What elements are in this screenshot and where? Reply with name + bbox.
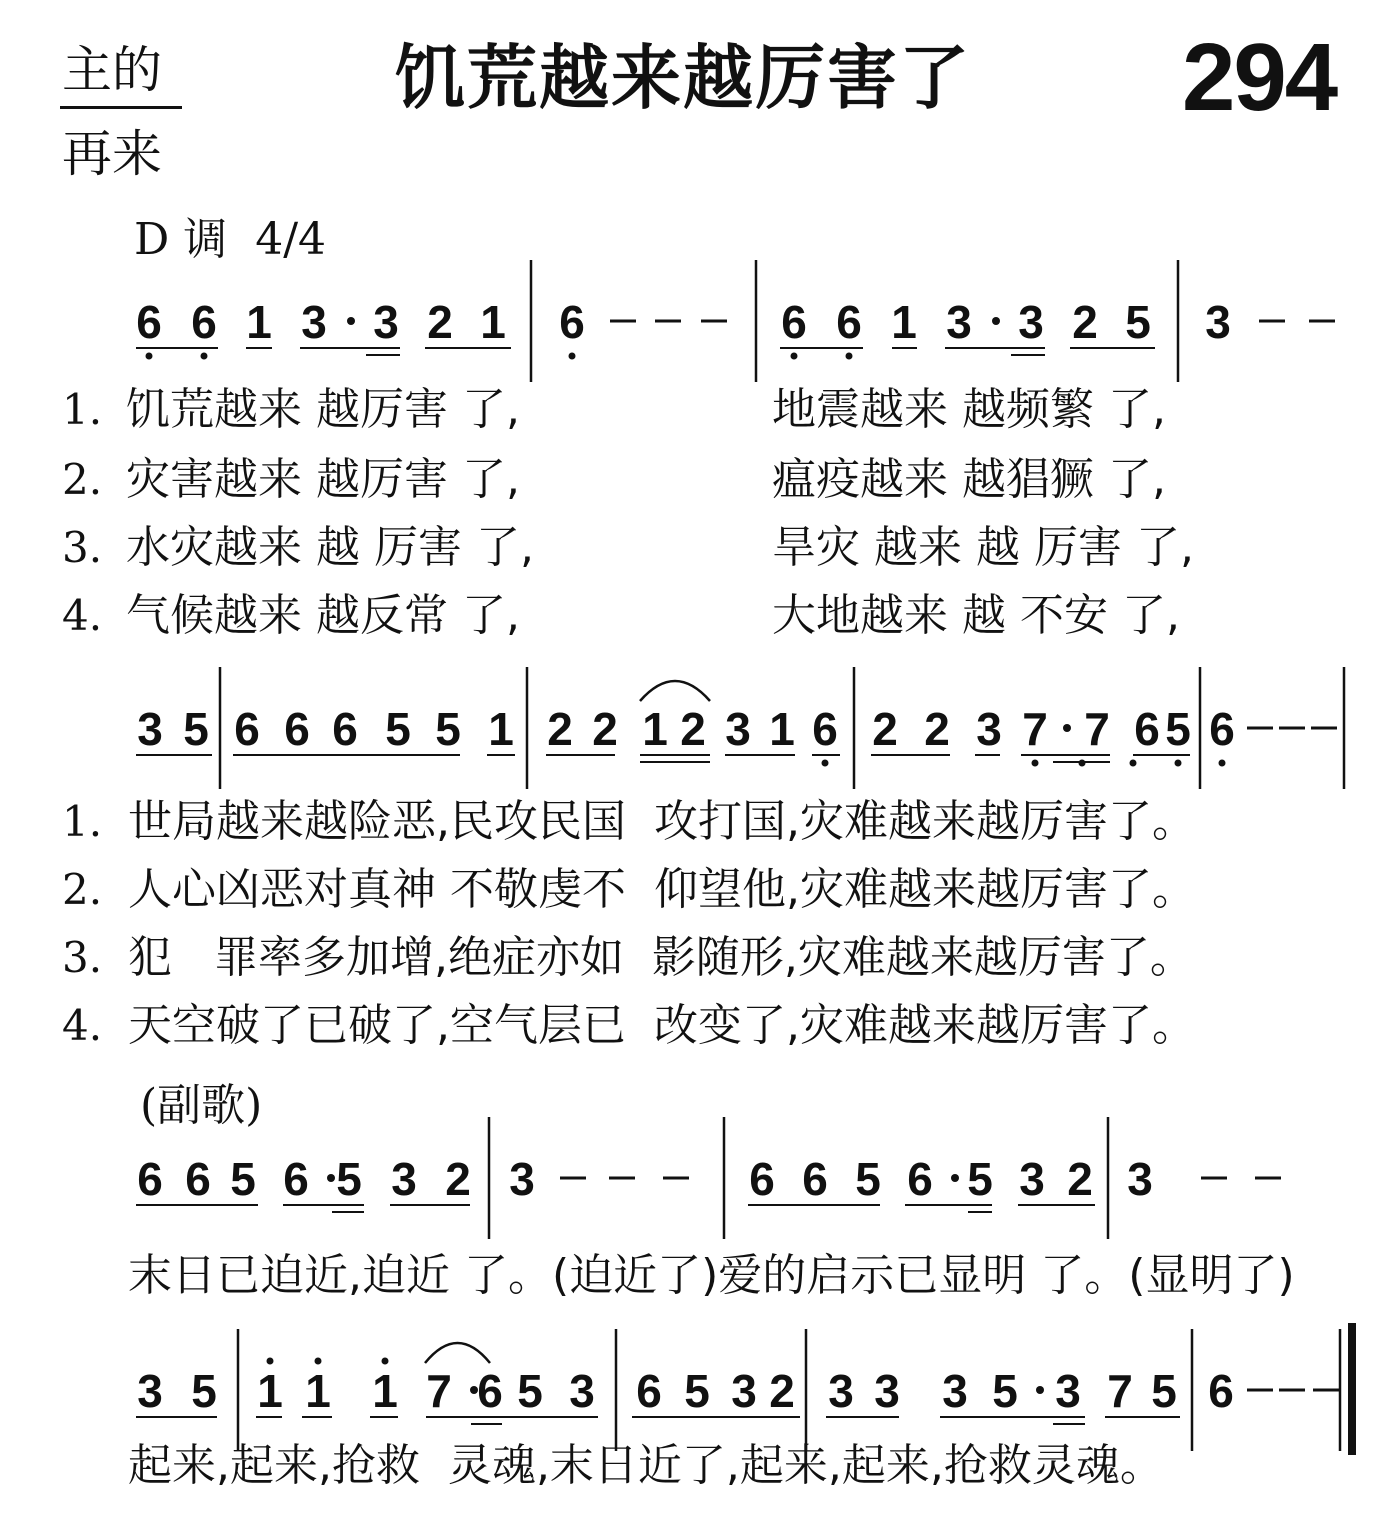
note: 5 — [1151, 1365, 1177, 1417]
note: 5 — [1125, 296, 1151, 348]
verse-number: 3. — [62, 523, 103, 572]
low-octave-dot — [1219, 760, 1226, 767]
note: 6 — [283, 1153, 309, 1205]
note: 6 — [836, 296, 862, 348]
note: 5 — [191, 1365, 217, 1417]
low-octave-dot — [569, 353, 576, 360]
note: 3 — [942, 1365, 968, 1417]
note: 5 — [336, 1153, 362, 1205]
verse-number: 2. — [62, 455, 103, 504]
chorus-lyric-line: 起来,起来,抢救 灵魂,末日近了,起来,起来,抢救灵魂。 — [128, 1440, 1164, 1491]
low-octave-dot — [1032, 760, 1039, 767]
augmentation-dot — [992, 317, 1000, 325]
verse-number: 2. — [62, 865, 103, 914]
low-octave-dot — [1175, 760, 1182, 767]
slur — [425, 1343, 490, 1363]
section-label-bottom: 再来 — [62, 125, 162, 183]
verse-number: 4. — [62, 591, 103, 640]
note: 1 — [488, 703, 514, 755]
key-signature: D 调 4/4 — [134, 214, 327, 265]
note: 2 — [769, 1365, 795, 1417]
note: 1 — [480, 296, 506, 348]
note: 5 — [385, 703, 411, 755]
low-octave-dot — [146, 353, 153, 360]
note: 1 — [257, 1365, 283, 1417]
note: 6 — [137, 1153, 163, 1205]
lyric-line: 气候越来 越反常 了, — [126, 590, 520, 641]
score-line-chorus-a — [136, 1117, 1281, 1239]
augmentation-dot — [327, 1174, 335, 1182]
note: 5 — [855, 1153, 881, 1205]
note: 1 — [769, 703, 795, 755]
note: 3 — [725, 703, 751, 755]
augmentation-dot — [1036, 1386, 1044, 1394]
note: 2 — [1067, 1153, 1093, 1205]
verse-number: 1. — [62, 385, 103, 434]
note: 1 — [305, 1365, 331, 1417]
augmentation-dot — [1063, 724, 1071, 732]
note: 5 — [684, 1365, 710, 1417]
high-octave-dot — [315, 1358, 322, 1365]
note: 5 — [517, 1365, 543, 1417]
chorus-lyric-line: 末日已迫近,迫近 了。(迫近了)爱的启示已显明 了。(显明了) — [128, 1250, 1295, 1301]
note: 7 — [1022, 703, 1048, 755]
note: 3 — [976, 703, 1002, 755]
note: 6 — [802, 1153, 828, 1205]
note: 3 — [509, 1153, 535, 1205]
note: 6 — [636, 1365, 662, 1417]
note: 1 — [642, 703, 668, 755]
note: 7 — [1107, 1365, 1133, 1417]
hymn-number: 294 — [1182, 24, 1337, 131]
note: 2 — [445, 1153, 471, 1205]
note: 3 — [731, 1365, 757, 1417]
lyric-line: 饥荒越来 越厉害 了, — [126, 384, 520, 435]
score-line-verse-a — [136, 260, 1335, 382]
low-octave-dot — [1130, 760, 1137, 767]
lyric-line: 大地越来 越 不安 了, — [772, 590, 1180, 641]
note: 2 — [592, 703, 618, 755]
note: 5 — [183, 703, 209, 755]
note: 3 — [1127, 1153, 1153, 1205]
note: 6 — [284, 703, 310, 755]
note: 6 — [191, 296, 217, 348]
note: 6 — [1208, 1365, 1234, 1417]
verse-number: 4. — [62, 1001, 103, 1050]
note: 3 — [946, 296, 972, 348]
lyric-line: 灾害越来 越厉害 了, — [126, 454, 520, 505]
note: 6 — [477, 1365, 503, 1417]
low-octave-dot — [1079, 760, 1086, 767]
note: 2 — [427, 296, 453, 348]
note: 3 — [137, 703, 163, 755]
slur — [640, 681, 710, 701]
note: 2 — [1072, 296, 1098, 348]
low-octave-dot — [846, 353, 853, 360]
note: 1 — [246, 296, 272, 348]
verse-number: 3. — [62, 933, 103, 982]
note: 3 — [569, 1365, 595, 1417]
note: 6 — [332, 703, 358, 755]
verse-number: 1. — [62, 797, 103, 846]
lyric-line: 水灾越来 越 厉害 了, — [126, 522, 534, 573]
note: 3 — [1018, 296, 1044, 348]
note: 3 — [874, 1365, 900, 1417]
lyric-line: 人心凶恶对真神 不敬虔不 仰望他,灾难越来越厉害了。 — [128, 864, 1196, 915]
lyric-line: 瘟疫越来 越猖獗 了, — [772, 454, 1166, 505]
note: 5 — [967, 1153, 993, 1205]
augmentation-dot — [347, 317, 355, 325]
note: 6 — [1209, 703, 1235, 755]
low-octave-dot — [791, 353, 798, 360]
low-octave-dot — [822, 760, 829, 767]
note: 6 — [1134, 703, 1160, 755]
note: 1 — [372, 1365, 398, 1417]
note: 3 — [137, 1365, 163, 1417]
note: 2 — [872, 703, 898, 755]
note: 5 — [435, 703, 461, 755]
lyric-line: 犯 罪率多加增,绝症亦如 影随形,灾难越来越厉害了。 — [128, 932, 1194, 983]
lyric-line: 世局越来越险恶,民攻民国 攻打国,灾难越来越厉害了。 — [128, 796, 1196, 847]
score-line-verse-b — [136, 667, 1344, 789]
note: 6 — [812, 703, 838, 755]
note: 2 — [924, 703, 950, 755]
note: 2 — [680, 703, 706, 755]
note: 6 — [136, 296, 162, 348]
note: 3 — [373, 296, 399, 348]
note: 5 — [230, 1153, 256, 1205]
lyric-line: 旱灾 越来 越 厉害 了, — [772, 522, 1194, 573]
note: 2 — [547, 703, 573, 755]
note: 5 — [1165, 703, 1191, 755]
low-octave-dot — [201, 353, 208, 360]
augmentation-dot — [951, 1174, 959, 1182]
chorus-label: (副歌) — [140, 1080, 263, 1131]
note: 6 — [559, 296, 585, 348]
score-line-chorus-b — [136, 1323, 1352, 1455]
note: 5 — [992, 1365, 1018, 1417]
note: 3 — [391, 1153, 417, 1205]
lyric-line: 天空破了已破了,空气层已 改变了,灾难越来越厉害了。 — [128, 1000, 1196, 1051]
note: 7 — [1084, 703, 1110, 755]
note: 6 — [185, 1153, 211, 1205]
high-octave-dot — [267, 1358, 274, 1365]
note: 6 — [234, 703, 260, 755]
high-octave-dot — [382, 1358, 389, 1365]
lyric-line: 地震越来 越频繁 了, — [772, 384, 1166, 435]
note: 3 — [1205, 296, 1231, 348]
note: 3 — [828, 1365, 854, 1417]
note: 7 — [426, 1365, 452, 1417]
note: 6 — [907, 1153, 933, 1205]
note: 3 — [301, 296, 327, 348]
note: 1 — [891, 296, 917, 348]
note: 3 — [1055, 1365, 1081, 1417]
note: 6 — [749, 1153, 775, 1205]
note: 6 — [781, 296, 807, 348]
hymn-title: 饥荒越来越厉害了 — [395, 37, 971, 119]
note: 3 — [1019, 1153, 1045, 1205]
section-label-top: 主的 — [62, 41, 162, 99]
